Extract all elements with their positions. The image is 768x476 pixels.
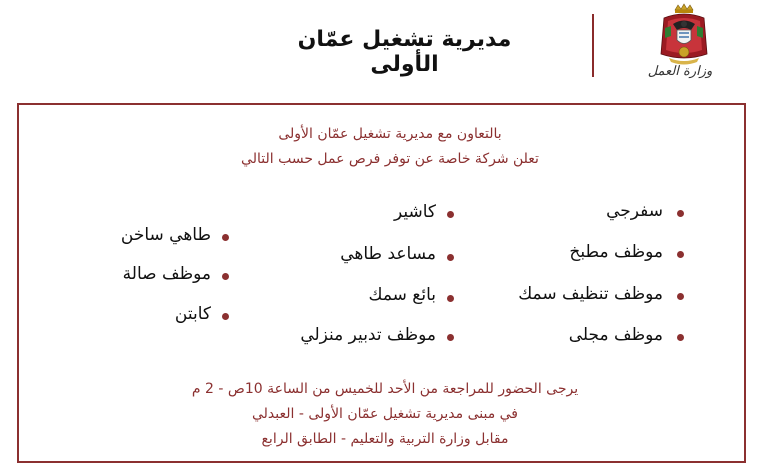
footer-line-2: في مبنى مديرية تشغيل عمّان الأولى - العبدلي: [252, 406, 518, 422]
header-divider: [592, 14, 594, 77]
bullet-dot-icon: [447, 211, 454, 218]
job-item: موظف مجلى: [568, 325, 663, 345]
job-item: موظف تدبير منزلي: [300, 325, 436, 345]
page-title: مديرية تشغيل عمّان الأولى: [297, 27, 512, 77]
bullet-dot-icon: [447, 254, 454, 261]
bullet-dot-icon: [447, 334, 454, 341]
bullet-dot-icon: [222, 234, 229, 241]
job-item: طاهي ساخن: [120, 225, 211, 245]
bullet-dot-icon: [677, 334, 684, 341]
bullet-dot-icon: [677, 210, 684, 217]
job-item: موظف تنظيف سمك: [518, 284, 663, 304]
bullet-dot-icon: [677, 293, 684, 300]
coat-of-arms-icon: [651, 2, 717, 68]
intro-line-2: تعلن شركة خاصة عن توفر فرص عمل حسب التالي: [241, 151, 539, 167]
footer-line-3: مقابل وزارة التربية والتعليم - الطابق الرابع: [261, 431, 509, 447]
bullet-dot-icon: [677, 251, 684, 258]
intro-line-1: بالتعاون مع مديرية تشغيل عمّان الأولى: [278, 126, 502, 142]
job-item: سفرجي: [606, 201, 663, 221]
bullet-dot-icon: [222, 273, 229, 280]
ministry-name: وزارة العمل: [647, 64, 713, 79]
job-item: كاشير: [393, 202, 436, 222]
job-item: موظف مطبخ: [569, 242, 663, 262]
job-item: مساعد طاهي: [340, 244, 436, 264]
job-item: بائع سمك: [368, 285, 436, 305]
bullet-dot-icon: [447, 295, 454, 302]
bullet-dot-icon: [222, 313, 229, 320]
job-item: كابتن: [174, 304, 211, 324]
footer-line-1: يرجى الحضور للمراجعة من الأحد للخميس من الساعة 10ص - 2 م: [191, 381, 579, 397]
job-item: موظف صالة: [122, 264, 211, 284]
